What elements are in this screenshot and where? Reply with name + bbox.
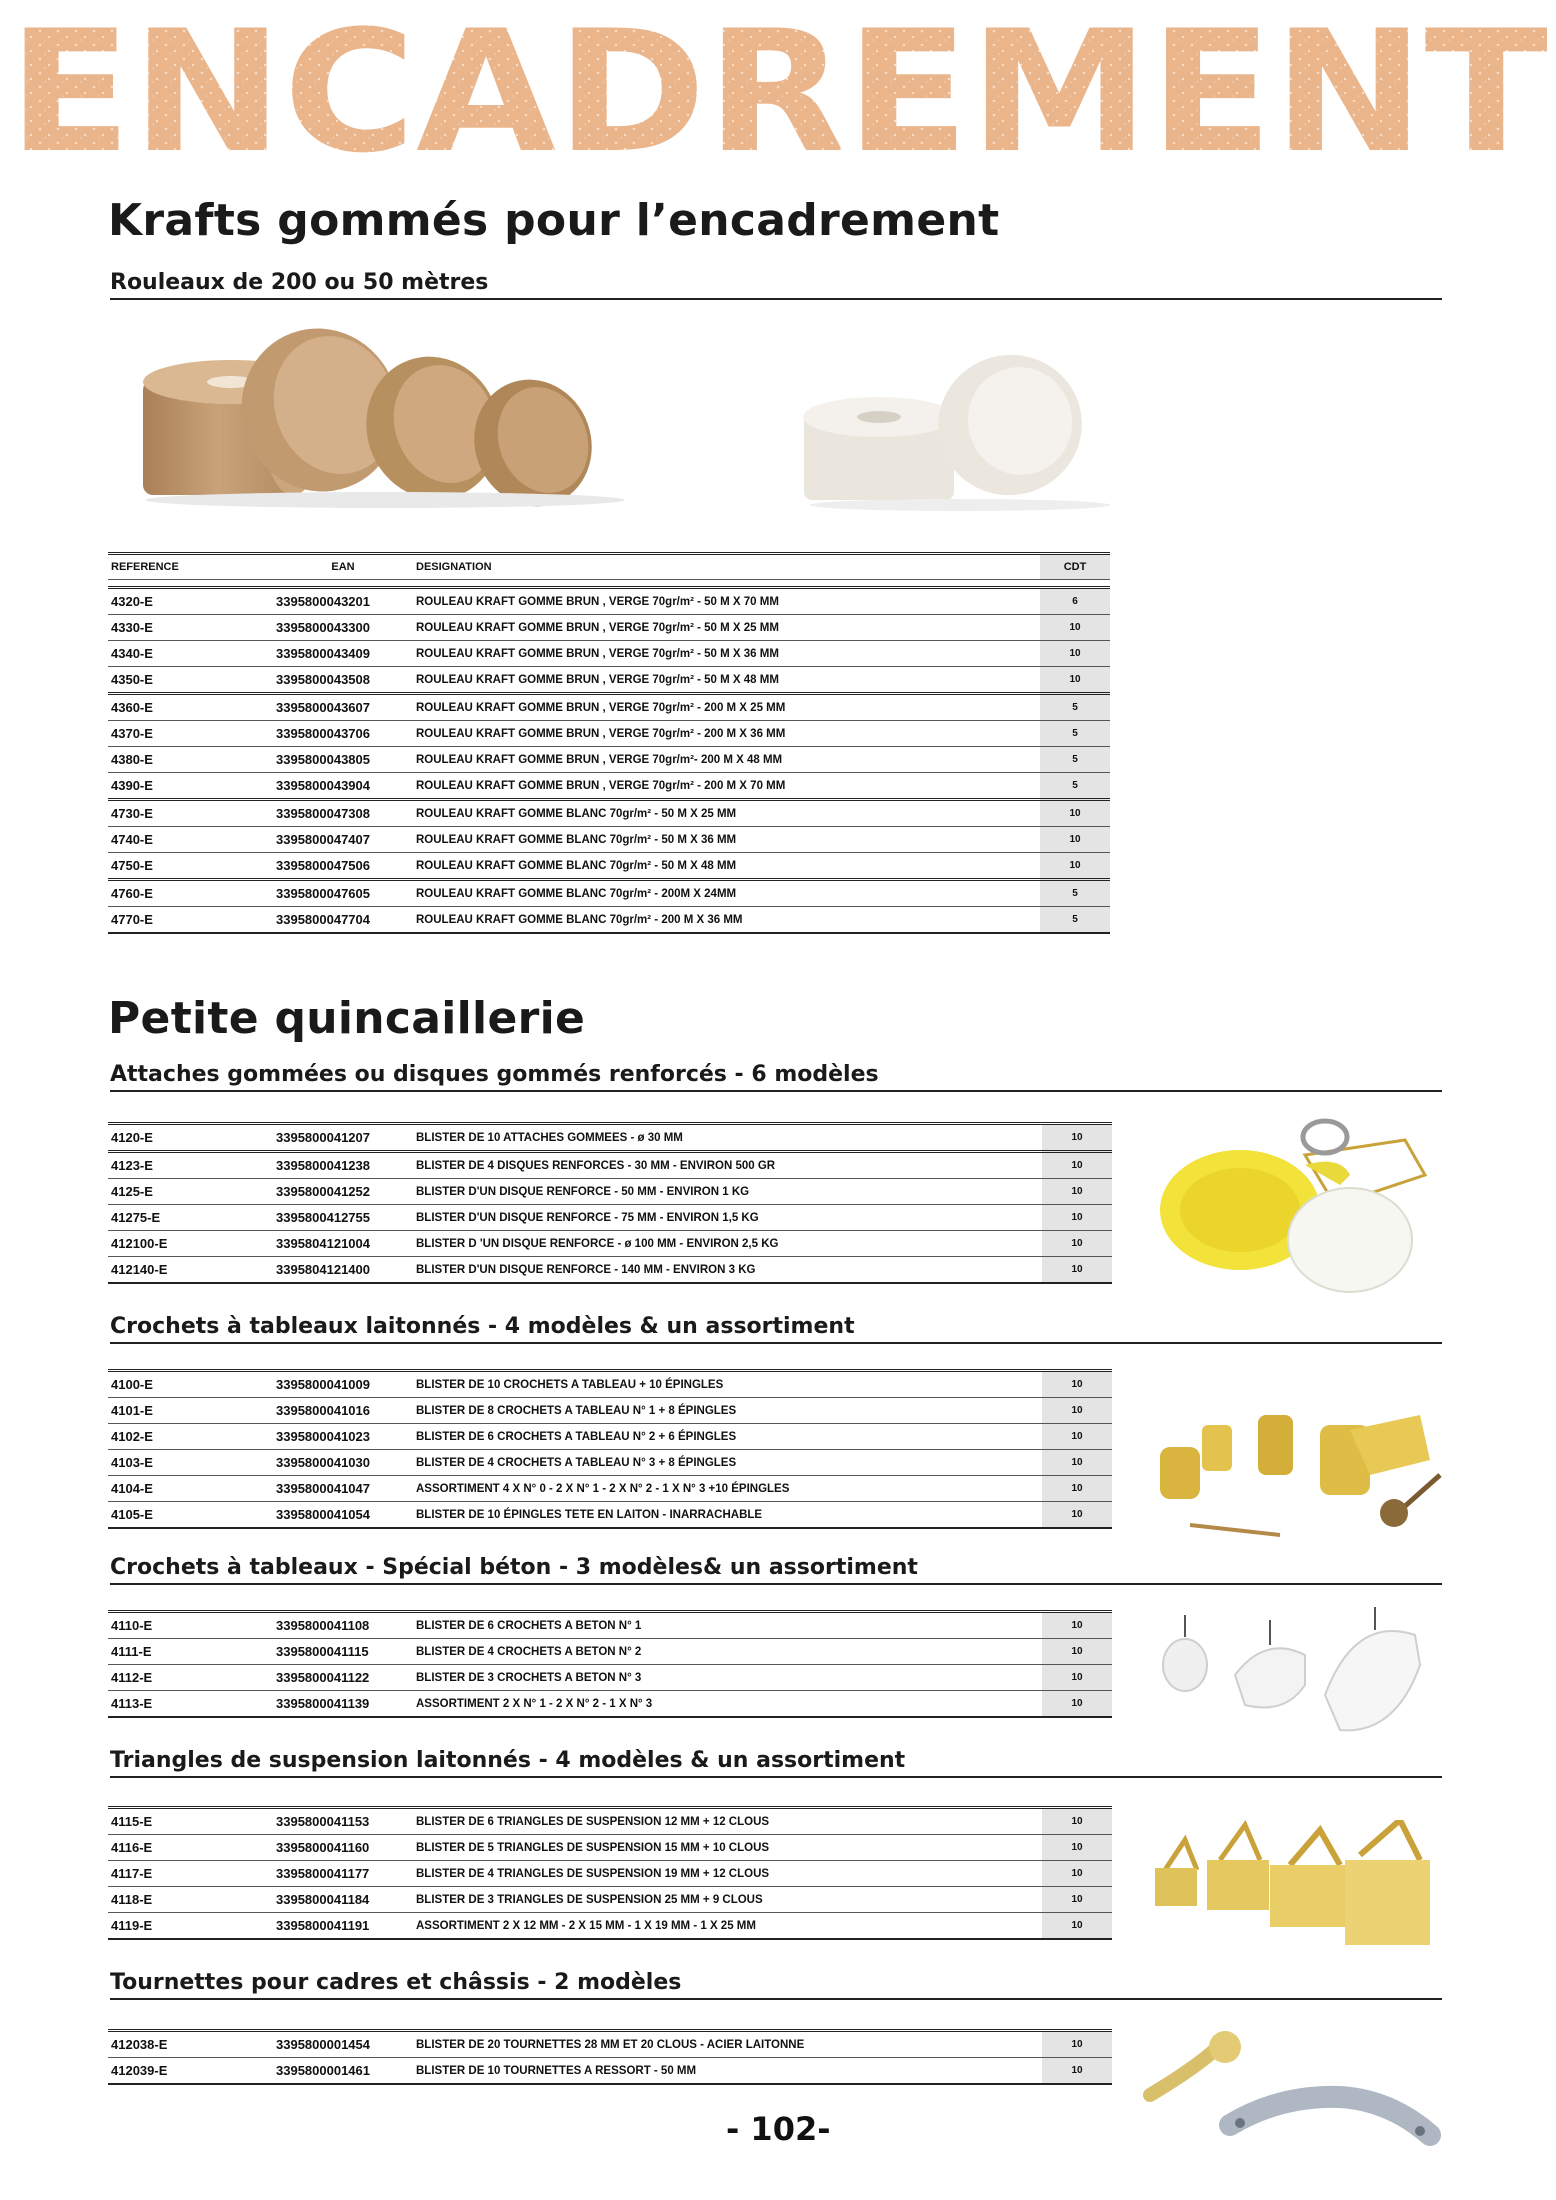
table-row [108, 641, 1110, 667]
table-row [108, 1231, 1112, 1257]
cell-cdt: 10 [1042, 1808, 1112, 1835]
page-number: - 102- [726, 2110, 831, 2148]
triangles-table [108, 1806, 1112, 1940]
cell-ean: 3395800043409 [273, 641, 413, 667]
table-row [108, 2058, 1112, 2085]
cell-ean: 3395800047704 [273, 907, 413, 934]
cell-designation: BLISTER D'UN DISQUE RENFORCE - 75 MM - ENVIRON 1,5 KG [413, 1205, 1042, 1231]
table-row [108, 694, 1110, 721]
cell-reference: 4110-E [108, 1612, 273, 1639]
cell-cdt: 5 [1040, 721, 1110, 747]
cell-designation: BLISTER DE 4 DISQUES RENFORCES - 30 MM - ENVIRON 500 GR [413, 1152, 1042, 1179]
cell-cdt: 6 [1040, 588, 1110, 615]
cell-reference: 4103-E [108, 1450, 273, 1476]
table-row [108, 1887, 1112, 1913]
header-designation: DESIGNATION [413, 554, 1040, 580]
crochets-beton-table [108, 1610, 1112, 1718]
cell-cdt: 10 [1042, 1152, 1112, 1179]
cell-designation: ROULEAU KRAFT GOMME BRUN , VERGE 70gr/m² - 200 M X 36 MM [413, 721, 1040, 747]
cell-cdt: 10 [1042, 1476, 1112, 1502]
cell-designation: BLISTER DE 20 TOURNETTES 28 MM ET 20 CLOUS - ACIER LAITONNE [413, 2031, 1042, 2058]
group-title-attaches: Attaches gommées ou disques gommés renforcés - 6 modèles [110, 1062, 1442, 1092]
cell-designation: BLISTER DE 3 CROCHETS A BETON N° 3 [413, 1665, 1042, 1691]
cell-designation: BLISTER DE 3 TRIANGLES DE SUSPENSION 25 MM + 9 CLOUS [413, 1887, 1042, 1913]
cell-ean: 3395800041030 [273, 1450, 413, 1476]
table-row [108, 1476, 1112, 1502]
cell-ean: 3395800041207 [273, 1124, 413, 1152]
cell-designation: ROULEAU KRAFT GOMME BLANC 70gr/m² - 50 M X 48 MM [413, 853, 1040, 880]
cell-cdt: 10 [1042, 1371, 1112, 1398]
cell-designation: BLISTER DE 8 CROCHETS A TABLEAU N° 1 + 8 ÉPINGLES [413, 1398, 1042, 1424]
cell-cdt: 10 [1042, 1639, 1112, 1665]
cell-ean: 3395800041177 [273, 1861, 413, 1887]
brass-hooks-photo [1150, 1385, 1470, 1545]
table-row [108, 1257, 1112, 1284]
cell-cdt: 10 [1040, 800, 1110, 827]
cell-cdt: 10 [1040, 827, 1110, 853]
group-title-triangles: Triangles de suspension laitonnés - 4 modèles & un assortiment [110, 1748, 1442, 1778]
cell-ean: 3395800043805 [273, 747, 413, 773]
cell-designation: BLISTER DE 4 CROCHETS A BETON N° 2 [413, 1639, 1042, 1665]
group-title-tournettes: Tournettes pour cadres et châssis - 2 modèles [110, 1970, 1442, 2000]
cell-cdt: 10 [1042, 2058, 1112, 2085]
cell-ean: 3395800047605 [273, 880, 413, 907]
cell-designation: ROULEAU KRAFT GOMME BRUN , VERGE 70gr/m²- 200 M X 48 MM [413, 747, 1040, 773]
cell-ean: 3395804121004 [273, 1231, 413, 1257]
cell-reference: 4370-E [108, 721, 273, 747]
table-row [108, 588, 1110, 615]
attaches-table [108, 1122, 1112, 1284]
cell-designation: ROULEAU KRAFT GOMME BRUN , VERGE 70gr/m² - 50 M X 36 MM [413, 641, 1040, 667]
tournettes-table [108, 2029, 1112, 2085]
table-row [108, 667, 1110, 694]
cell-reference: 4116-E [108, 1835, 273, 1861]
cell-designation: BLISTER DE 6 CROCHETS A BETON N° 1 [413, 1612, 1042, 1639]
kraft-white-rolls-photo [800, 345, 1140, 515]
cell-cdt: 10 [1042, 1424, 1112, 1450]
cell-designation: ASSORTIMENT 4 X N° 0 - 2 X N° 1 - 2 X N° 2 - 1 X N° 3 +10 ÉPINGLES [413, 1476, 1042, 1502]
cell-reference: 4330-E [108, 615, 273, 641]
cell-cdt: 10 [1042, 1913, 1112, 1940]
cell-reference: 4117-E [108, 1861, 273, 1887]
cell-ean: 3395804121400 [273, 1257, 413, 1284]
cell-designation: ASSORTIMENT 2 X N° 1 - 2 X N° 2 - 1 X N° 3 [413, 1691, 1042, 1718]
cell-designation: BLISTER DE 10 ATTACHES GOMMEES - ø 30 MM [413, 1124, 1042, 1152]
table-row [108, 1124, 1112, 1152]
banner-title: ENCADREMENT [8, 0, 1548, 185]
cell-designation: BLISTER DE 10 TOURNETTES A RESSORT - 50 MM [413, 2058, 1042, 2085]
cell-reference: 4770-E [108, 907, 273, 934]
table-row [108, 1502, 1112, 1529]
brass-triangles-photo [1145, 1820, 1435, 1960]
table-row [108, 1205, 1112, 1231]
cell-reference: 4112-E [108, 1665, 273, 1691]
table-row [108, 907, 1110, 934]
header-cdt: CDT [1040, 554, 1110, 580]
cell-cdt: 10 [1042, 1231, 1112, 1257]
cell-ean: 3395800001461 [273, 2058, 413, 2085]
cell-ean: 3395800047506 [273, 853, 413, 880]
cell-ean: 3395800412755 [273, 1205, 413, 1231]
cell-reference: 4320-E [108, 588, 273, 615]
table-row [108, 1371, 1112, 1398]
header-reference: REFERENCE [108, 554, 273, 580]
cell-designation: BLISTER DE 6 CROCHETS A TABLEAU N° 2 + 6 ÉPINGLES [413, 1424, 1042, 1450]
cell-cdt: 5 [1040, 773, 1110, 800]
table-row [108, 1450, 1112, 1476]
table-row [108, 1691, 1112, 1718]
cell-designation: BLISTER D'UN DISQUE RENFORCE - 140 MM - ENVIRON 3 KG [413, 1257, 1042, 1284]
cell-reference: 412039-E [108, 2058, 273, 2085]
cell-reference: 4740-E [108, 827, 273, 853]
table-row [108, 1152, 1112, 1179]
table-row [108, 1639, 1112, 1665]
cell-cdt: 10 [1042, 1502, 1112, 1529]
cell-reference: 4113-E [108, 1691, 273, 1718]
cell-reference: 412140-E [108, 1257, 273, 1284]
cell-designation: ROULEAU KRAFT GOMME BRUN , VERGE 70gr/m² - 50 M X 70 MM [413, 588, 1040, 615]
cell-cdt: 5 [1040, 880, 1110, 907]
cell-reference: 412038-E [108, 2031, 273, 2058]
cell-ean: 3395800041115 [273, 1639, 413, 1665]
table-row [108, 800, 1110, 827]
cell-ean: 3395800001454 [273, 2031, 413, 2058]
cell-reference: 4119-E [108, 1913, 273, 1940]
table-row [108, 1835, 1112, 1861]
cell-ean: 3395800043706 [273, 721, 413, 747]
table-row [108, 880, 1110, 907]
group-title-crochets-laitonnes: Crochets à tableaux laitonnés - 4 modèles & un assortiment [110, 1314, 1442, 1344]
cell-cdt: 10 [1040, 641, 1110, 667]
cell-reference: 4360-E [108, 694, 273, 721]
cell-ean: 3395800047308 [273, 800, 413, 827]
group-title-crochets-beton: Crochets à tableaux - Spécial béton - 3 modèles& un assortiment [110, 1555, 1442, 1585]
cell-cdt: 5 [1040, 747, 1110, 773]
cell-reference: 4750-E [108, 853, 273, 880]
cell-ean: 3395800041122 [273, 1665, 413, 1691]
cell-ean: 3395800041023 [273, 1424, 413, 1450]
cell-reference: 4115-E [108, 1808, 273, 1835]
cell-reference: 4120-E [108, 1124, 273, 1152]
cell-ean: 3395800043904 [273, 773, 413, 800]
cell-cdt: 10 [1042, 1398, 1112, 1424]
cell-reference: 412100-E [108, 1231, 273, 1257]
cell-ean: 3395800043300 [273, 615, 413, 641]
cell-cdt: 5 [1040, 907, 1110, 934]
section-title-quincaillerie: Petite quincaillerie [108, 993, 586, 1044]
cell-ean: 3395800041009 [273, 1371, 413, 1398]
banner-graphic [0, 0, 1556, 185]
table-row [108, 1665, 1112, 1691]
cell-reference: 4111-E [108, 1639, 273, 1665]
cell-ean: 3395800043508 [273, 667, 413, 694]
cell-cdt: 10 [1042, 1861, 1112, 1887]
cell-designation: BLISTER DE 5 TRIANGLES DE SUSPENSION 15 MM + 10 CLOUS [413, 1835, 1042, 1861]
kraft-brown-rolls-photo [135, 300, 655, 510]
cell-ean: 3395800043201 [273, 588, 413, 615]
cell-cdt: 10 [1042, 1205, 1112, 1231]
tournettes-photo [1140, 2025, 1460, 2165]
cell-ean: 3395800041160 [273, 1835, 413, 1861]
cell-reference: 4105-E [108, 1502, 273, 1529]
section-title-krafts: Krafts gommés pour l’encadrement [108, 195, 1000, 246]
cell-cdt: 10 [1042, 1691, 1112, 1718]
table-row [108, 721, 1110, 747]
cell-ean: 3395800041184 [273, 1887, 413, 1913]
table-row [108, 853, 1110, 880]
banner [0, 0, 1556, 185]
cell-ean: 3395800041153 [273, 1808, 413, 1835]
cell-designation: BLISTER D 'UN DISQUE RENFORCE - ø 100 MM - ENVIRON 2,5 KG [413, 1231, 1042, 1257]
cell-designation: ROULEAU KRAFT GOMME BLANC 70gr/m² - 200M X 24MM [413, 880, 1040, 907]
kraft-table [108, 552, 1110, 934]
cell-ean: 3395800047407 [273, 827, 413, 853]
cell-reference: 4100-E [108, 1371, 273, 1398]
cell-cdt: 5 [1040, 694, 1110, 721]
subsection-title-rouleaux: Rouleaux de 200 ou 50 mètres [110, 270, 1442, 300]
table-row [108, 1612, 1112, 1639]
cell-designation: ROULEAU KRAFT GOMME BRUN , VERGE 70gr/m² - 200 M X 25 MM [413, 694, 1040, 721]
cell-reference: 41275-E [108, 1205, 273, 1231]
cell-designation: ROULEAU KRAFT GOMME BRUN , VERGE 70gr/m² - 50 M X 25 MM [413, 615, 1040, 641]
table-header-row [108, 554, 1110, 580]
cell-designation: ASSORTIMENT 2 X 12 MM - 2 X 15 MM - 1 X 19 MM - 1 X 25 MM [413, 1913, 1042, 1940]
table-row [108, 1424, 1112, 1450]
cell-designation: BLISTER DE 6 TRIANGLES DE SUSPENSION 12 MM + 12 CLOUS [413, 1808, 1042, 1835]
table-row [108, 615, 1110, 641]
cell-cdt: 10 [1042, 1257, 1112, 1284]
cell-reference: 4390-E [108, 773, 273, 800]
table-row [108, 1913, 1112, 1940]
cell-reference: 4101-E [108, 1398, 273, 1424]
cell-reference: 4760-E [108, 880, 273, 907]
cell-reference: 4350-E [108, 667, 273, 694]
crochets-laitonnes-table [108, 1369, 1112, 1529]
cell-cdt: 10 [1042, 1665, 1112, 1691]
cell-ean: 3395800041047 [273, 1476, 413, 1502]
table-spacer [108, 580, 1110, 588]
cell-reference: 4102-E [108, 1424, 273, 1450]
cell-cdt: 10 [1040, 853, 1110, 880]
cell-designation: BLISTER DE 4 TRIANGLES DE SUSPENSION 19 MM + 12 CLOUS [413, 1861, 1042, 1887]
table-row [108, 747, 1110, 773]
cell-reference: 4125-E [108, 1179, 273, 1205]
cell-designation: ROULEAU KRAFT GOMME BLANC 70gr/m² - 200 M X 36 MM [413, 907, 1040, 934]
cell-ean: 3395800041108 [273, 1612, 413, 1639]
cell-reference: 4123-E [108, 1152, 273, 1179]
cell-cdt: 10 [1042, 1835, 1112, 1861]
cell-cdt: 10 [1042, 1179, 1112, 1205]
cell-designation: BLISTER DE 4 CROCHETS A TABLEAU N° 3 + 8 ÉPINGLES [413, 1450, 1042, 1476]
cell-ean: 3395800041016 [273, 1398, 413, 1424]
cell-designation: ROULEAU KRAFT GOMME BLANC 70gr/m² - 50 M X 36 MM [413, 827, 1040, 853]
cell-cdt: 10 [1040, 615, 1110, 641]
table-row [108, 2031, 1112, 2058]
cell-designation: BLISTER D'UN DISQUE RENFORCE - 50 MM - ENVIRON 1 KG [413, 1179, 1042, 1205]
cell-reference: 4730-E [108, 800, 273, 827]
table-row [108, 1808, 1112, 1835]
gummed-disc-photo [1155, 1115, 1455, 1295]
cell-cdt: 10 [1042, 1450, 1112, 1476]
cell-cdt: 10 [1042, 1887, 1112, 1913]
concrete-hooks-photo [1145, 1605, 1445, 1745]
cell-ean: 3395800041191 [273, 1913, 413, 1940]
table-row [108, 773, 1110, 800]
cell-cdt: 10 [1040, 667, 1110, 694]
cell-reference: 4104-E [108, 1476, 273, 1502]
cell-ean: 3395800041252 [273, 1179, 413, 1205]
cell-ean: 3395800041139 [273, 1691, 413, 1718]
cell-designation: ROULEAU KRAFT GOMME BRUN , VERGE 70gr/m² - 200 M X 70 MM [413, 773, 1040, 800]
cell-cdt: 10 [1042, 2031, 1112, 2058]
cell-ean: 3395800041238 [273, 1152, 413, 1179]
cell-reference: 4380-E [108, 747, 273, 773]
cell-cdt: 10 [1042, 1124, 1112, 1152]
table-row [108, 1398, 1112, 1424]
cell-designation: BLISTER DE 10 CROCHETS A TABLEAU + 10 ÉPINGLES [413, 1371, 1042, 1398]
cell-reference: 4118-E [108, 1887, 273, 1913]
cell-designation: BLISTER DE 10 ÉPINGLES TETE EN LAITON - INARRACHABLE [413, 1502, 1042, 1529]
cell-ean: 3395800041054 [273, 1502, 413, 1529]
cell-designation: ROULEAU KRAFT GOMME BLANC 70gr/m² - 50 M X 25 MM [413, 800, 1040, 827]
cell-reference: 4340-E [108, 641, 273, 667]
cell-designation: ROULEAU KRAFT GOMME BRUN , VERGE 70gr/m² - 50 M X 48 MM [413, 667, 1040, 694]
table-row [108, 827, 1110, 853]
cell-cdt: 10 [1042, 1612, 1112, 1639]
table-row [108, 1179, 1112, 1205]
table-row [108, 1861, 1112, 1887]
cell-ean: 3395800043607 [273, 694, 413, 721]
header-ean: EAN [273, 554, 413, 580]
